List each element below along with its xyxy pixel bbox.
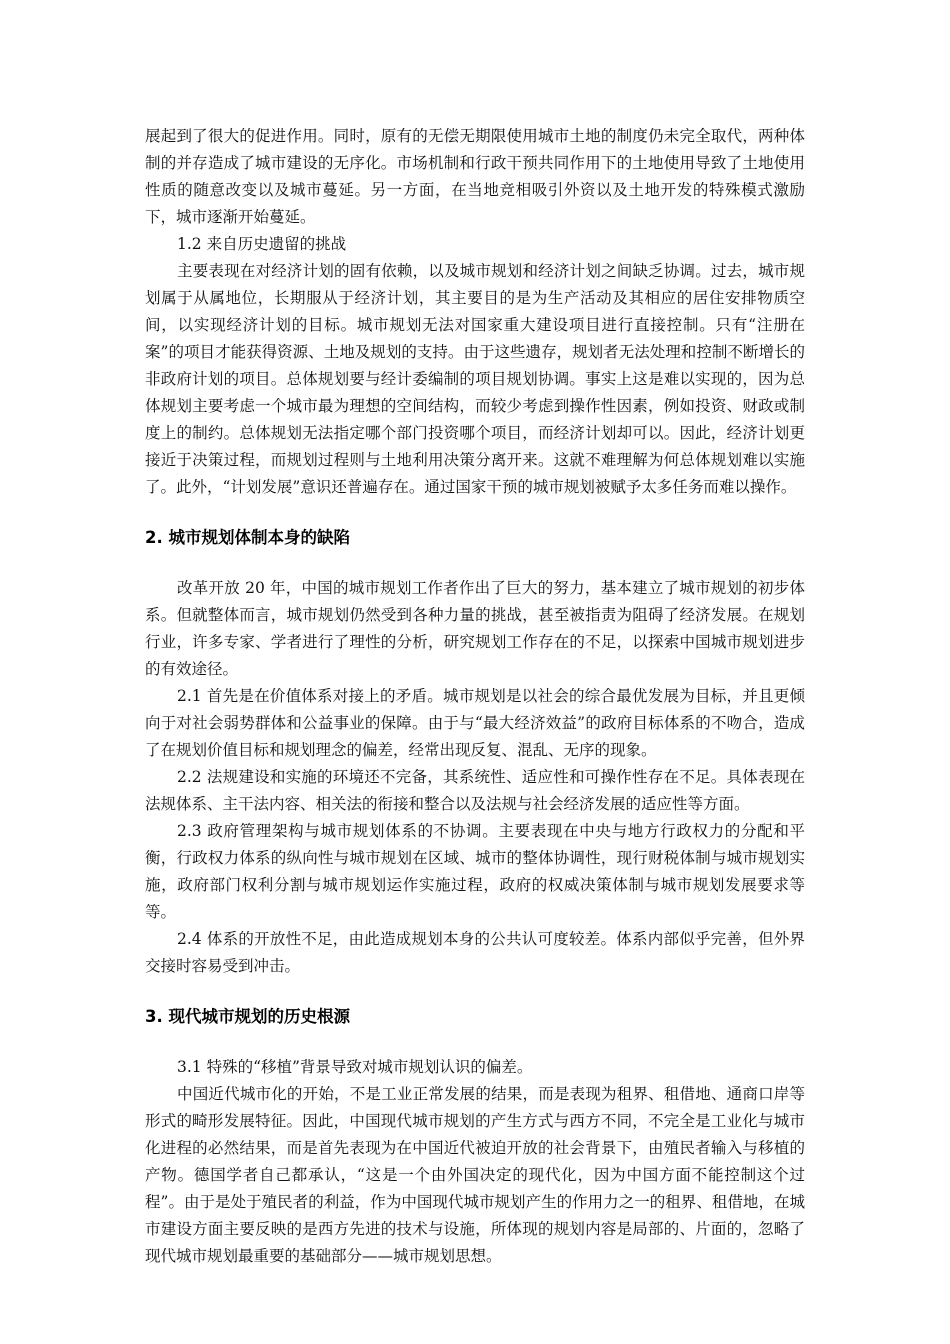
paragraph-section-2-intro: 改革开放 20 年，中国的城市规划工作者作出了巨大的努力，基本建立了城市规划的初步体系。但就整体而言，城市规划仍然受到各种力量的挑战，甚至被指责为阻碍了经济发展。在规划行业，许多专家、学者进行了理性的分析，研究规划工作存在的不足，以探索中国城市规划进步的有效途径。	[145, 579, 805, 678]
section-3-title: 3. 现代城市规划的历史根源	[145, 1007, 350, 1026]
paragraph-2-4: 2.4 体系的开放性不足，由此造成规划本身的公共认可度较差。体系内部似乎完善，但外界交接时容易受到冲击。	[145, 930, 805, 975]
paragraph-modern-urbanization: 中国近代城市化的开始，不是工业正常发展的结果，而是表现为租界、租借地、通商口岸等形式的畸形发展特征。因此，中国现代城市规划的产生方式与西方不同，不完全是工业化与城市化进程的必然结果，而是首先表现为在中国近代被迫开放的社会背景下，由殖民者输入与移植的产物。德国学者自己都承认，“这是一个由外国决定的现代化，因为中国方面不能控制这个过程”。由于是处于殖民者的利益，作为中国现代城市规划产生的作用力之一的租界、租借地，在城市建设方面主要反映的是西方先进的技术与设施，所体现的规划内容是局部的、片面的，忽略了现代城市规划最重要的基础部分——城市规划思想。	[145, 1085, 805, 1265]
paragraph-land-use-continuation: 展起到了很大的促进作用。同时，原有的无偿无期限使用城市土地的制度仍未完全取代，两种体制的并存造成了城市建设的无序化。市场机制和行政干预共同作用下的土地使用导致了土地使用性质的随意改变以及城市蔓延。另一方面，在当地竞相吸引外资以及土地开发的特殊模式激励下，城市逐渐开始蔓延。	[145, 127, 805, 226]
paragraph-2-1: 2.1 首先是在价值体系对接上的矛盾。城市规划是以社会的综合最优发展为目标，并且更倾向于对社会弱势群体和公益事业的保障。由于与“最大经济效益”的政府目标体系的不吻合，造成了在规划价值目标和规划理念的偏差，经常出现反复、混乱、无序的现象。	[145, 687, 805, 759]
section-2-title: 2. 城市规划体制本身的缺陷	[145, 528, 350, 547]
paragraph-2-2: 2.2 法规建设和实施的环境还不完备，其系统性、适应性和可操作性存在不足。具体表现在法规体系、主干法内容、相关法的衔接和整合以及法规与社会经济发展的适应性等方面。	[145, 768, 805, 813]
paragraph-historical-legacy: 主要表现在对经济计划的固有依赖，以及城市规划和经济计划之间缺乏协调。过去，城市规划属于从属地位，长期服从于经济计划，其主要目的是为生产活动及其相应的居住安排物质空间，以实现经济计划的目标。城市规划无法对国家重大建设项目进行直接控制。只有“注册在案”的项目才能获得资源、土地及规划的支持。由于这些遗存，规划者无法处理和控制不断增长的非政府计划的项目。总体规划要与经计委编制的项目规划协调。事实上这是难以实现的，因为总体规划主要考虑一个城市最为理想的空间结构，而较少考虑到操作性因素，例如投资、财政或制度上的制约。总体规划无法指定哪个部门投资哪个项目，而经济计划却可以。因此，经济计划更接近于决策过程，而规划过程则与土地利用决策分离开来。这就不难理解为何总体规划难以实施了。此外，“计划发展”意识还普遍存在。通过国家干预的城市规划被赋予太多任务而难以操作。	[145, 262, 805, 496]
paragraph-2-3: 2.3 政府管理架构与城市规划体系的不协调。主要表现在中央与地方行政权力的分配和平衡，行政权力体系的纵向性与城市规划在区域、城市的整体协调性，现行财税体制与城市规划实施，政府部门权利分割与城市规划运作实施过程，政府的权威决策体制与城市规划发展要求等等。	[145, 822, 805, 921]
document-body	[145, 123, 805, 1270]
subheading-1-2: 1.2 来自历史遗留的挑战	[177, 235, 347, 253]
subheading-3-1: 3.1 特殊的“移植”背景导致对城市规划认识的偏差。	[177, 1058, 533, 1076]
